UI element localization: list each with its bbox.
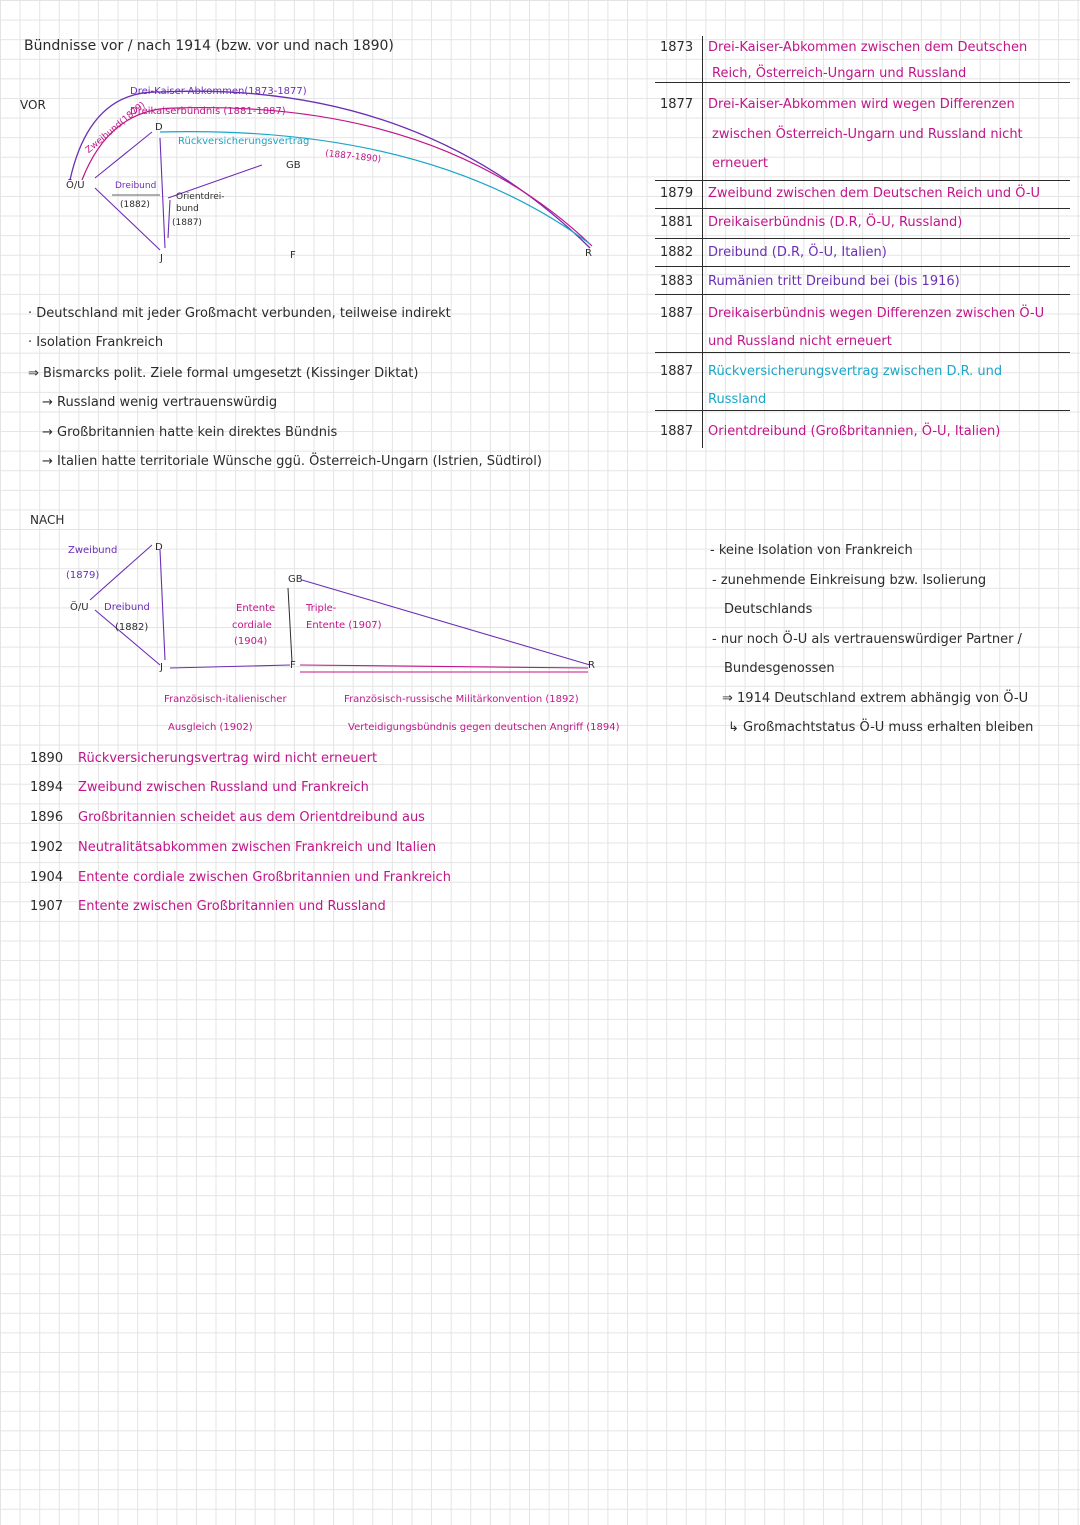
vor-note-1: · Deutschland mit jeder Großmacht verbunden, teilweise indirekt xyxy=(28,306,451,321)
nach-ou: Ö/U xyxy=(70,602,89,613)
bt-text-1902: Neutralitätsabkommen zwischen Frankreich und Italien xyxy=(78,840,437,855)
tl-year-1873: 1873 xyxy=(660,40,694,55)
vor-orient1: Orientdrei- xyxy=(176,192,225,202)
vor-orient3: (1887) xyxy=(172,218,202,228)
nach-fr1: Französisch-russische Militärkonvention (1892) xyxy=(344,694,579,705)
nach-j: J xyxy=(160,662,163,673)
nach-note-2: - zunehmende Einkreisung bzw. Isolierung xyxy=(712,573,987,588)
vor-ou: Ö/U xyxy=(66,180,85,191)
vor-dreibund: Dreibund xyxy=(115,181,157,191)
nach-f: F xyxy=(290,660,296,671)
vor-j: J xyxy=(160,253,163,264)
tl-1882-l1: Dreibund (D.R, Ö-U, Italien) xyxy=(708,245,887,260)
tl-year-1887c: 1887 xyxy=(660,424,694,439)
vor-note-5: → Großbritannien hatte kein direktes Bündnis xyxy=(42,425,338,440)
rv-arc xyxy=(160,132,590,244)
tl-1881-l1: Dreikaiserbündnis (D.R, Ö-U, Russland) xyxy=(708,215,963,230)
vor-d: D xyxy=(155,122,163,133)
tl-1887b-l2: Russland xyxy=(708,392,767,407)
tl-year-1887a: 1887 xyxy=(660,306,694,321)
tl-year-1881: 1881 xyxy=(660,215,694,230)
nach-dreibund: Dreibund xyxy=(104,602,150,613)
nach-fr2: Verteidigungsbündnis gegen deutschen Angriff (1894) xyxy=(348,722,620,733)
tl-year-1883: 1883 xyxy=(660,274,694,289)
tl-year-1879: 1879 xyxy=(660,186,694,201)
nach-note-1: - keine Isolation von Frankreich xyxy=(710,543,913,558)
dka-label: Drei-Kaiser-Abkommen(1873-1877) xyxy=(130,86,307,97)
bt-year-1896: 1896 xyxy=(30,810,64,825)
tl-1873-l1: Drei-Kaiser-Abkommen zwischen dem Deutschen xyxy=(708,40,1028,55)
nach-note-5: Bundesgenossen xyxy=(724,661,835,676)
tl-1887b-l1: Rückversicherungsvertrag zwischen D.R. und xyxy=(708,364,1003,379)
tl-year-1887b: 1887 xyxy=(660,364,694,379)
tl-1879-l1: Zweibund zwischen dem Deutschen Reich und Ö-U xyxy=(708,186,1041,201)
nach-d-j xyxy=(160,550,165,660)
nach-triple1: Triple- xyxy=(306,603,337,614)
vor-dreibund-year: (1882) xyxy=(120,200,150,210)
tl-1887a-l1: Dreikaiserbündnis wegen Differenzen zwischen Ö-U xyxy=(708,306,1045,321)
bt-text-1896: Großbritannien scheidet aus dem Orientdreibund aus xyxy=(78,810,425,825)
bt-text-1890: Rückversicherungsvertrag wird nicht erneuert xyxy=(78,751,378,766)
rv-label: Rückversicherungsvertrag xyxy=(178,136,310,147)
vor-note-6: → Italien hatte territoriale Wünsche ggü. Österreich-Ungarn (Istrien, Südtirol) xyxy=(42,454,542,469)
bt-year-1904: 1904 xyxy=(30,870,64,885)
nach-note-4: - nur noch Ö-U als vertrauenswürdiger Partner / xyxy=(712,632,1022,647)
tl-year-1882: 1882 xyxy=(660,245,694,260)
tl-1877-l3: erneuert xyxy=(712,156,769,171)
vor-r: R xyxy=(585,248,592,259)
bt-year-1894: 1894 xyxy=(30,780,64,795)
dkb-label: Dreikaiserbündnis (1881-1887) xyxy=(130,106,286,117)
page-title: Bündnisse vor / nach 1914 (bzw. vor und nach 1890) xyxy=(24,38,394,54)
nach-dreibund-year: (1882) xyxy=(115,622,149,633)
nach-fi2: Ausgleich (1902) xyxy=(168,722,253,733)
vor-f: F xyxy=(290,250,296,261)
nach-f-r xyxy=(300,665,588,668)
nach-r: R xyxy=(588,660,595,671)
vor-gb: GB xyxy=(286,160,301,171)
bt-text-1894: Zweibund zwischen Russland und Frankreich xyxy=(78,780,369,795)
nach-fi1: Französisch-italienischer xyxy=(164,694,287,705)
tl-1887c-l1: Orientdreibund (Großbritannien, Ö-U, Italien) xyxy=(708,424,1001,439)
bt-year-1902: 1902 xyxy=(30,840,64,855)
tl-1887a-l2: und Russland nicht erneuert xyxy=(708,334,892,349)
tl-1883-l1: Rumänien tritt Dreibund bei (bis 1916) xyxy=(708,274,960,289)
nach-note-6: ⇒ 1914 Deutschland extrem abhängig von Ö-U xyxy=(722,691,1029,706)
vor-orient2: bund xyxy=(176,204,199,214)
tl-year-1877: 1877 xyxy=(660,97,694,112)
vor-note-4: → Russland wenig vertrauenswürdig xyxy=(42,395,278,410)
nach-entente2: cordiale xyxy=(232,620,272,631)
nach-note-3: Deutschlands xyxy=(724,602,813,617)
tl-1877-l2: zwischen Österreich-Ungarn und Russland nicht xyxy=(712,127,1023,142)
nach-d: D xyxy=(155,542,163,553)
vor-label: VOR xyxy=(20,98,46,112)
bt-text-1904: Entente cordiale zwischen Großbritannien und Frankreich xyxy=(78,870,451,885)
rv-years-label: (1887-1890) xyxy=(324,149,382,165)
bt-year-1907: 1907 xyxy=(30,899,64,914)
nach-zweibund-year: (1879) xyxy=(66,570,100,581)
d-j-line xyxy=(160,138,165,248)
nach-entente1: Entente xyxy=(236,603,276,614)
nach-gb: GB xyxy=(288,574,303,585)
nach-j-f xyxy=(170,665,290,668)
bt-text-1907: Entente zwischen Großbritannien und Russland xyxy=(78,899,386,914)
tl-1877-l1: Drei-Kaiser-Abkommen wird wegen Differenzen xyxy=(708,97,1015,112)
nach-triple2: Entente (1907) xyxy=(306,620,382,631)
nach-label: NACH xyxy=(30,513,65,527)
vor-note-2: · Isolation Frankreich xyxy=(28,335,164,350)
bt-year-1890: 1890 xyxy=(30,751,64,766)
vor-note-3: ⇒ Bismarcks polit. Ziele formal umgesetzt (Kissinger Diktat) xyxy=(28,366,419,381)
vor-zweibund: Zweibund(1879) xyxy=(84,100,148,156)
tl-1873-l2: Reich, Österreich-Ungarn und Russland xyxy=(712,66,967,81)
ou-j-line xyxy=(95,188,160,250)
nach-gb-f xyxy=(288,588,292,662)
nach-entente3: (1904) xyxy=(234,636,268,647)
nach-note-7: ↳ Großmachtstatus Ö-U muss erhalten bleiben xyxy=(728,720,1034,735)
nach-ou-j xyxy=(95,610,160,665)
orient-line2 xyxy=(168,200,170,238)
nach-zweibund: Zweibund xyxy=(68,545,118,556)
